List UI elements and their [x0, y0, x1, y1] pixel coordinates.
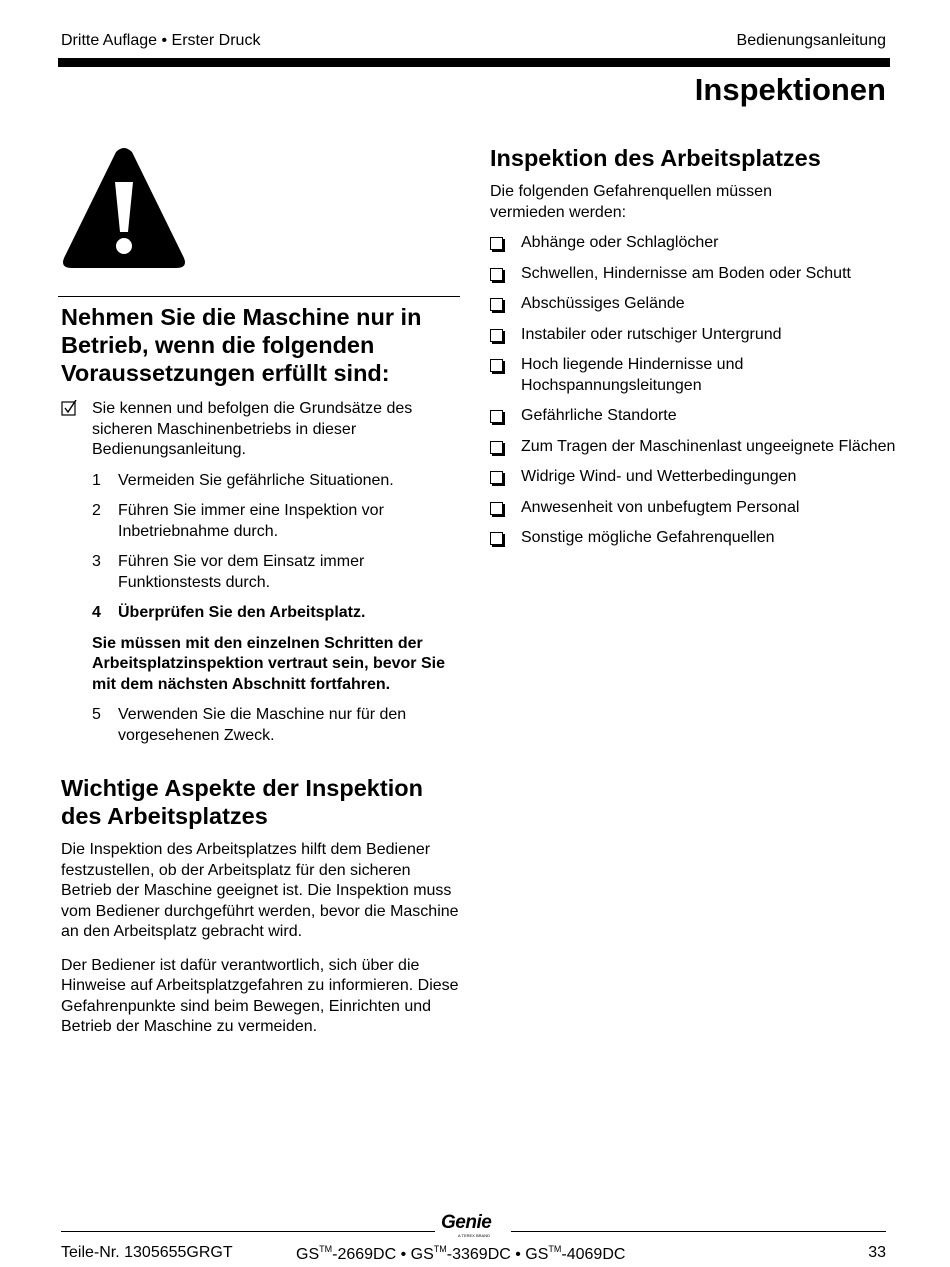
- logo-wordmark: Genie: [441, 1212, 492, 1233]
- step-item: [61, 603, 461, 624]
- hazard-text: Gefährliche Standorte: [521, 407, 677, 424]
- step-item: [61, 501, 461, 542]
- step-number: 4: [92, 604, 101, 621]
- step-item: [61, 705, 461, 746]
- hazard-text: Zum Tragen der Maschinenlast ungeeignete Flächen: [521, 437, 896, 455]
- header-rule: [58, 58, 890, 67]
- hazard-text: Abschüssiges Gelände: [521, 295, 685, 312]
- step-text: Vermeiden Sie gefährliche Situationen.: [118, 471, 394, 489]
- step-number: 1: [92, 471, 101, 489]
- hazard-text: Widrige Wind- und Wetterbedingungen: [521, 468, 797, 485]
- steps-list: [61, 471, 461, 624]
- checked-item-text: Sie kennen und befolgen die Grundsätze des sicheren Maschinenbetriebs in dieser Bedienungsanleitung.: [92, 400, 413, 458]
- empty-checkbox-icon: [490, 268, 503, 281]
- step-number: 2: [92, 502, 101, 519]
- step-text: Führen Sie immer eine Inspektion vor Inbetriebnahme durch.: [118, 502, 384, 540]
- checked-box-icon: [61, 400, 77, 416]
- hazard-text: Schwellen, Hindernisse am Boden oder Schutt: [521, 264, 851, 282]
- model-numbers: GS™-2669DC • GS™-3369DC • GS™-4069DC: [296, 1244, 626, 1263]
- hazards-list: [490, 233, 900, 549]
- empty-checkbox-icon: [490, 329, 503, 342]
- empty-checkbox-icon: [490, 410, 503, 423]
- part-number: Teile-Nr. 1305655GRGT: [61, 1244, 233, 1261]
- empty-checkbox-icon: [490, 237, 503, 250]
- checked-list-item: [61, 399, 461, 461]
- hazard-item: [490, 294, 900, 315]
- step-item: [61, 552, 461, 593]
- step-item: [61, 471, 461, 492]
- hazard-item: [490, 467, 900, 488]
- hazard-item: [490, 498, 900, 519]
- empty-checkbox-icon: [490, 441, 503, 454]
- left-column: [61, 300, 461, 1038]
- hazards-intro: Die folgenden Gefahrenquellen müssen vermieden werden:: [490, 183, 772, 221]
- empty-checkbox-icon: [490, 298, 503, 311]
- hazard-item: [490, 437, 901, 458]
- header-document-type: Bedienungsanleitung: [736, 32, 886, 49]
- step-number: 5: [92, 706, 101, 723]
- steps-list-continued: [61, 705, 461, 746]
- hazard-item: [490, 355, 821, 396]
- right-column: [490, 144, 900, 549]
- warning-triangle-icon: [60, 146, 188, 270]
- footer-rule-left: [61, 1231, 435, 1232]
- empty-checkbox-icon: [490, 502, 503, 515]
- hazard-text: Anwesenheit von unbefugtem Personal: [521, 498, 800, 516]
- page-title: Inspektionen: [694, 72, 886, 107]
- header-edition: Dritte Auflage • Erster Druck: [61, 32, 261, 49]
- hazard-item: [490, 264, 900, 285]
- section-divider: [58, 296, 460, 297]
- hazard-item: [490, 325, 900, 346]
- genie-logo: [441, 1213, 507, 1239]
- hazard-item: [490, 528, 900, 549]
- hazard-text: Abhänge oder Schlaglöcher: [521, 234, 719, 251]
- logo-tagline: A TEREX BRAND: [458, 1233, 490, 1238]
- hazard-item: [490, 406, 900, 427]
- step-text: Verwenden Sie die Maschine nur für den vorgesehenen Zweck.: [118, 706, 407, 744]
- step-text: Führen Sie vor dem Einsatz immer Funktionstests durch.: [118, 553, 365, 591]
- empty-checkbox-icon: [490, 471, 503, 484]
- hazard-text: Sonstige mögliche Gefahrenquellen: [521, 529, 775, 546]
- paragraph: Die Inspektion des Arbeitsplatzes hilft dem Bediener festzustellen, ob der Arbeitsplatz für den sicheren Betrieb der Maschine geeignet ist. Die Inspektion muss vom Bediener durchgeführt werden, bevor die Maschine an den Arbeitsplatz gebracht wird.: [61, 841, 459, 940]
- empty-checkbox-icon: [490, 359, 503, 372]
- workplace-inspection-heading: Inspektion des Arbeitsplatzes: [490, 145, 821, 171]
- page-number: 33: [868, 1244, 886, 1261]
- empty-checkbox-icon: [490, 532, 503, 545]
- step-note: Sie müssen mit den einzelnen Schritten der Arbeitsplatzinspektion vertraut sein, bevor Sie mit dem nächsten Abschnitt fortfahren.: [92, 634, 445, 693]
- hazard-text: Hoch liegende Hindernisse und Hochspannungsleitungen: [521, 356, 744, 394]
- paragraph: Der Bediener ist dafür verantwortlich, sich über die Hinweise auf Arbeitsplatzgefahren zu informieren. Diese Gefahrenpunkte sind beim Bewegen, Einrichten und Betrieb der Maschine zu vermeiden.: [61, 956, 459, 1035]
- footer-rule-right: [511, 1231, 886, 1232]
- step-text: Überprüfen Sie den Arbeitsplatz.: [118, 604, 366, 621]
- step-number: 3: [92, 553, 101, 570]
- prerequisites-heading: Nehmen Sie die Maschine nur in Betrieb, wenn die folgenden Voraussetzungen erfüllt sind:: [61, 304, 422, 386]
- important-aspects-heading: Wichtige Aspekte der Inspektion des Arbeitsplatzes: [61, 775, 423, 829]
- hazard-text: Instabiler oder rutschiger Untergrund: [521, 325, 782, 343]
- hazard-item: [490, 233, 900, 254]
